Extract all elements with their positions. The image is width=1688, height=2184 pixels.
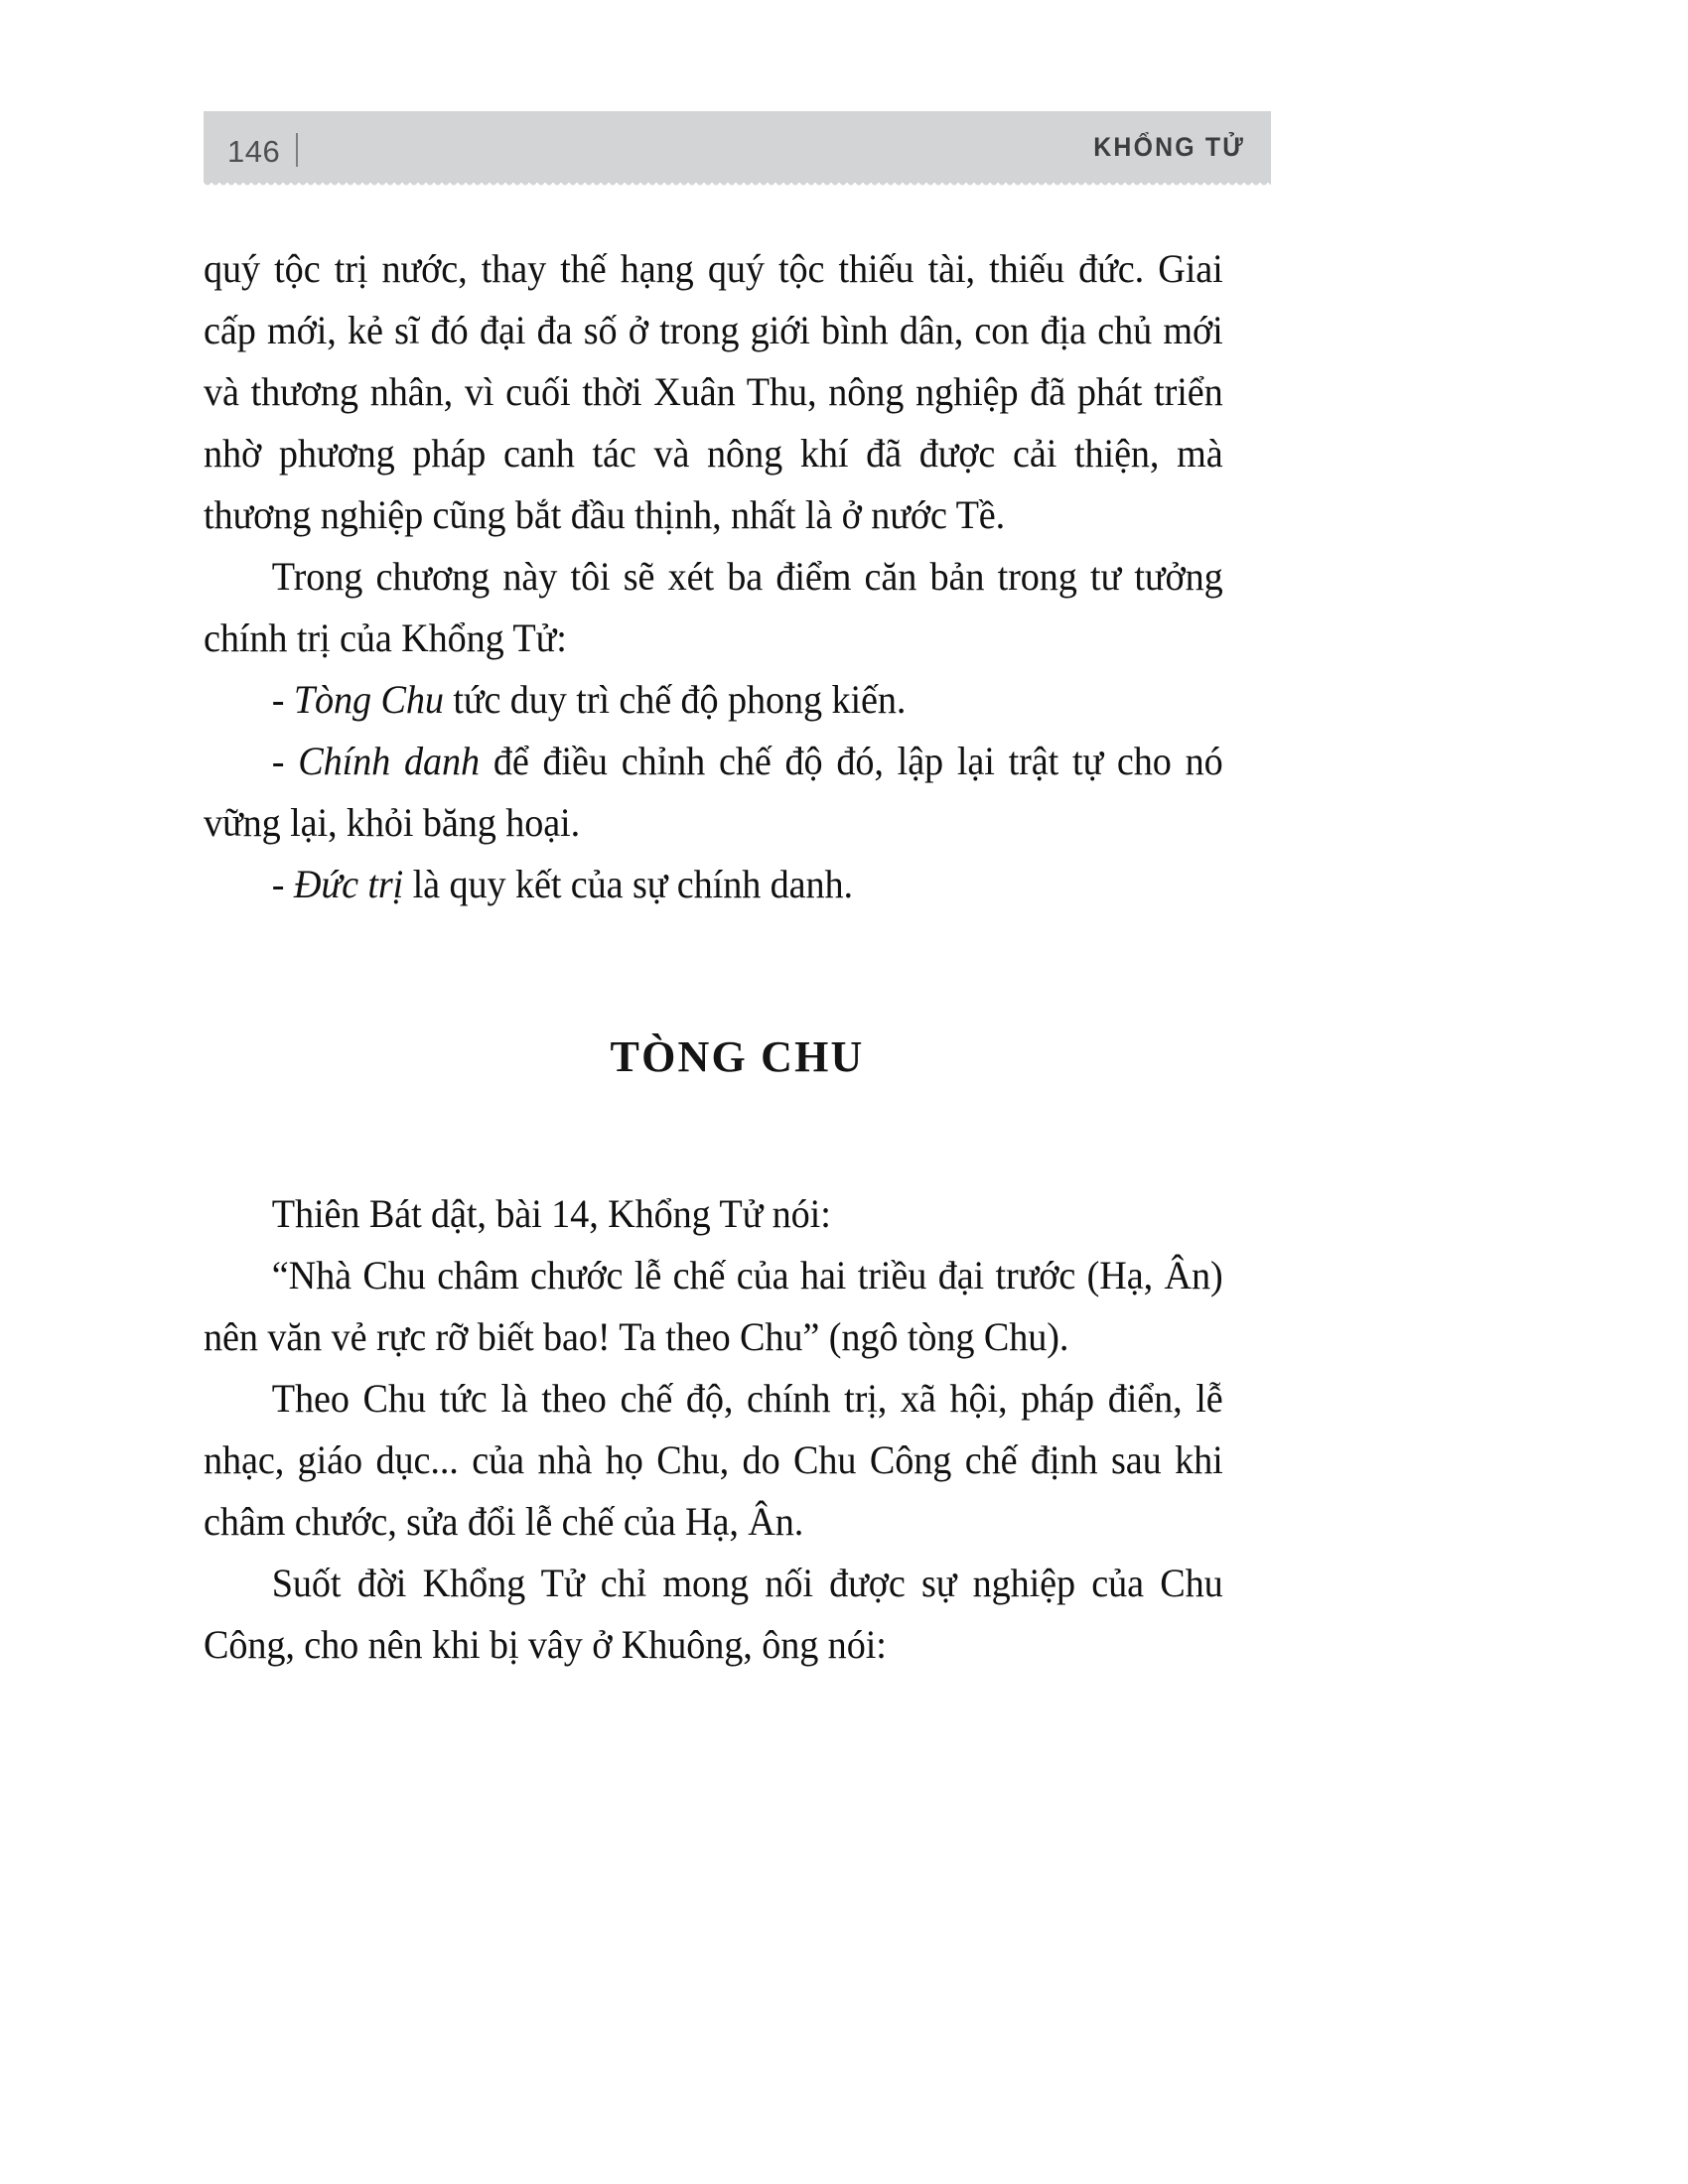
running-title: KHỔNG TỬ [1093, 131, 1245, 162]
bullet-dash: - [271, 739, 299, 783]
bullet-tong-chu [204, 669, 1223, 731]
section-heading: TÒNG CHU [610, 1032, 865, 1081]
bullet-term-italic: Đức trị [293, 862, 404, 906]
bullet-text: là quy kết của sự chính danh. [403, 862, 853, 906]
folio [227, 128, 298, 167]
bullet-dash: - [271, 862, 294, 906]
paragraph-continuation: quý tộc trị nước, thay thế hạng quý tộc thiếu tài, thiếu đức. Giai cấp mới, kẻ sĩ đó đại đa số ở trong giới bình dân, con địa chủ mới và thương nhân, vì cuối thời Xuân Thu, nông nghiệp đã phát triển nhờ phương pháp canh tác và nông khí đã được cải thiện, mà thương nghiệp cũng bắt đầu thịnh, nhất là ở nước Tề. [204, 246, 1223, 537]
text-column [204, 238, 1271, 1676]
paragraph-overview: Trong chương này tôi sẽ xét ba điểm căn bản trong tư tưởng chính trị của Khổng Tử: [204, 554, 1223, 660]
page-number: 146 [227, 133, 281, 169]
running-header-band [204, 111, 1271, 183]
bullet-dash: - [271, 677, 294, 722]
paragraph-theo-chu: Theo Chu tức là theo chế độ, chính trị, xã hội, pháp điển, lễ nhạc, giáo dục... của nhà họ Chu, do Chu Công chế định sau khi châm chước, sửa đổi lễ chế của Hạ, Ân. [204, 1376, 1223, 1544]
paragraph-citation: Thiên Bát dật, bài 14, Khổng Tử nói: [271, 1191, 831, 1236]
paragraph-quote: “Nhà Chu châm chước lễ chế của hai triều đại trước (Hạ, Ân) nên văn vẻ rực rỡ biết bao! Ta theo Chu” (ngô tòng Chu). [204, 1253, 1223, 1359]
bullet-term-italic: Tòng Chu [293, 677, 444, 722]
paragraph-suot-doi: Suốt đời Khổng Tử chỉ mong nối được sự nghiệp của Chu Công, cho nên khi bị vây ở Khuông, ông nói: [204, 1561, 1223, 1667]
heading-spacer-above [204, 915, 1271, 1026]
bullet-term-italic: Chính danh [298, 739, 481, 783]
bullet-text: để điều chỉnh chế độ đó, lập lại trật tự cho nó vững lại, khỏi băng hoại. [204, 739, 1223, 845]
bullet-duc-tri [204, 854, 1223, 915]
bullet-chinh-danh [204, 731, 1223, 854]
folio-divider-rule [296, 133, 298, 167]
heading-spacer-below [204, 1088, 1271, 1183]
bullet-text: tức duy trì chế độ phong kiến. [443, 677, 907, 722]
